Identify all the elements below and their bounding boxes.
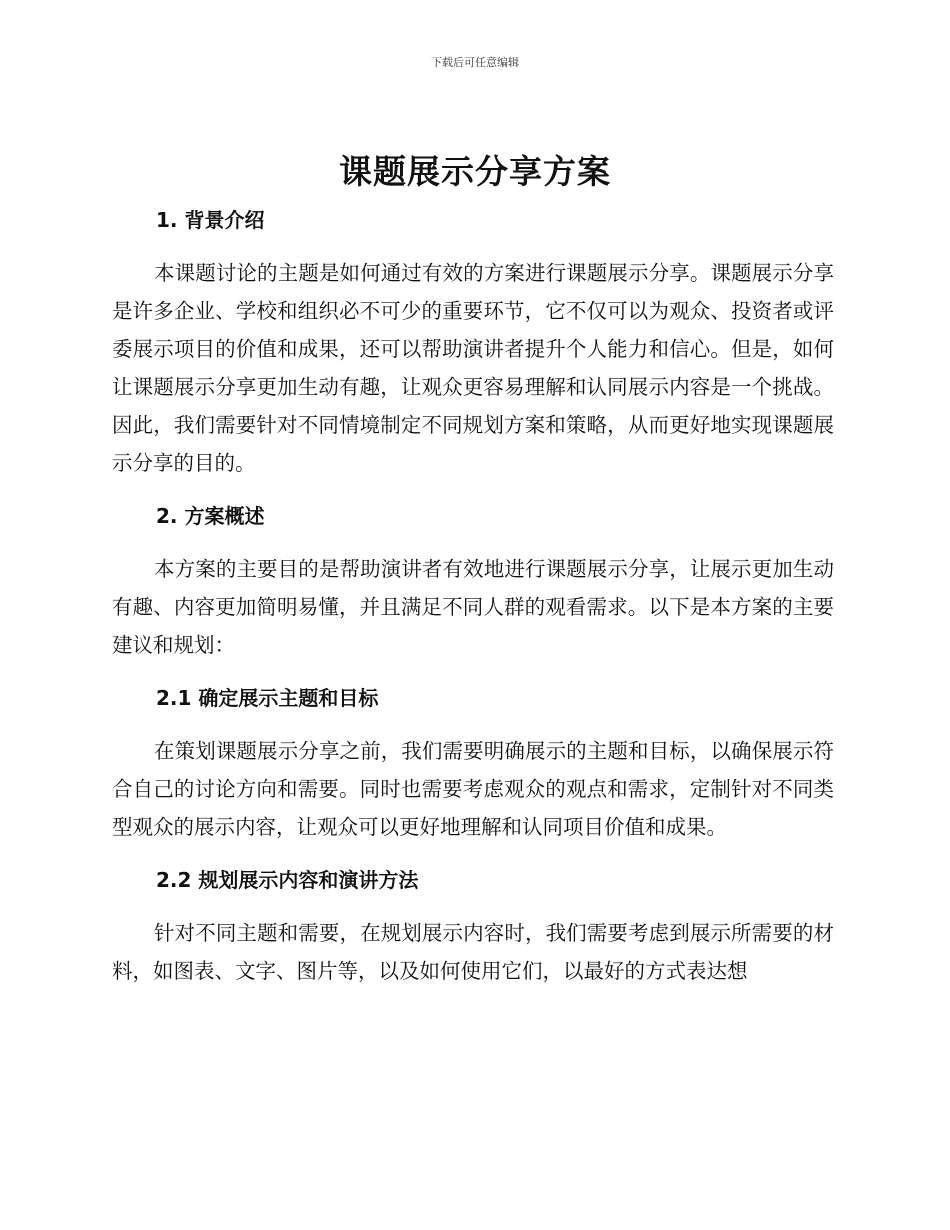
page-header-note: 下载后可任意编辑 bbox=[431, 56, 519, 69]
section-heading-topic-goals: 2.1 确定展示主题和目标 bbox=[156, 686, 379, 710]
section-paragraph-topic-goals: 在策划课题展示分享之前，我们需要明确展示的主题和目标，以确保展示符合自己的讨论方向和需要。同时也需要考虑观众的观点和需求，定制针对不同类型观众的展示内容，让观众可以更好地理解和认同项目价值和成果。 bbox=[112, 739, 834, 839]
section-paragraph-background: 本课题讨论的主题是如何通过有效的方案进行课题展示分享。课题展示分享是许多企业、学校和组织必不可少的重要环节，它不仅可以为观众、投资者或评委展示项目的价值和成果，还可以帮助演讲者提升个人能力和信心。但是，如何让课题展示分享更加生动有趣，让观众更容易理解和认同展示内容是一个挑战。因此，我们需要针对不同情境制定不同规划方案和策略，从而更好地实现课题展示分享的目的。 bbox=[112, 261, 834, 475]
section-paragraph-overview: 本方案的主要目的是帮助演讲者有效地进行课题展示分享，让展示更加生动有趣、内容更加简明易懂，并且满足不同人群的观看需求。以下是本方案的主要建议和规划： bbox=[112, 557, 834, 657]
section-heading-content-planning: 2.2 规划展示内容和演讲方法 bbox=[156, 868, 419, 892]
section-paragraph-content-planning: 针对不同主题和需要，在规划展示内容时，我们需要考虑到展示所需要的材料，如图表、文字、图片等，以及如何使用它们，以最好的方式表达想 bbox=[112, 921, 834, 983]
document-body bbox=[112, 204, 834, 990]
section-heading-overview: 2. 方案概述 bbox=[156, 504, 265, 528]
section-heading-background: 1. 背景介绍 bbox=[156, 208, 265, 232]
document-title: 课题展示分享方案 bbox=[339, 152, 611, 191]
